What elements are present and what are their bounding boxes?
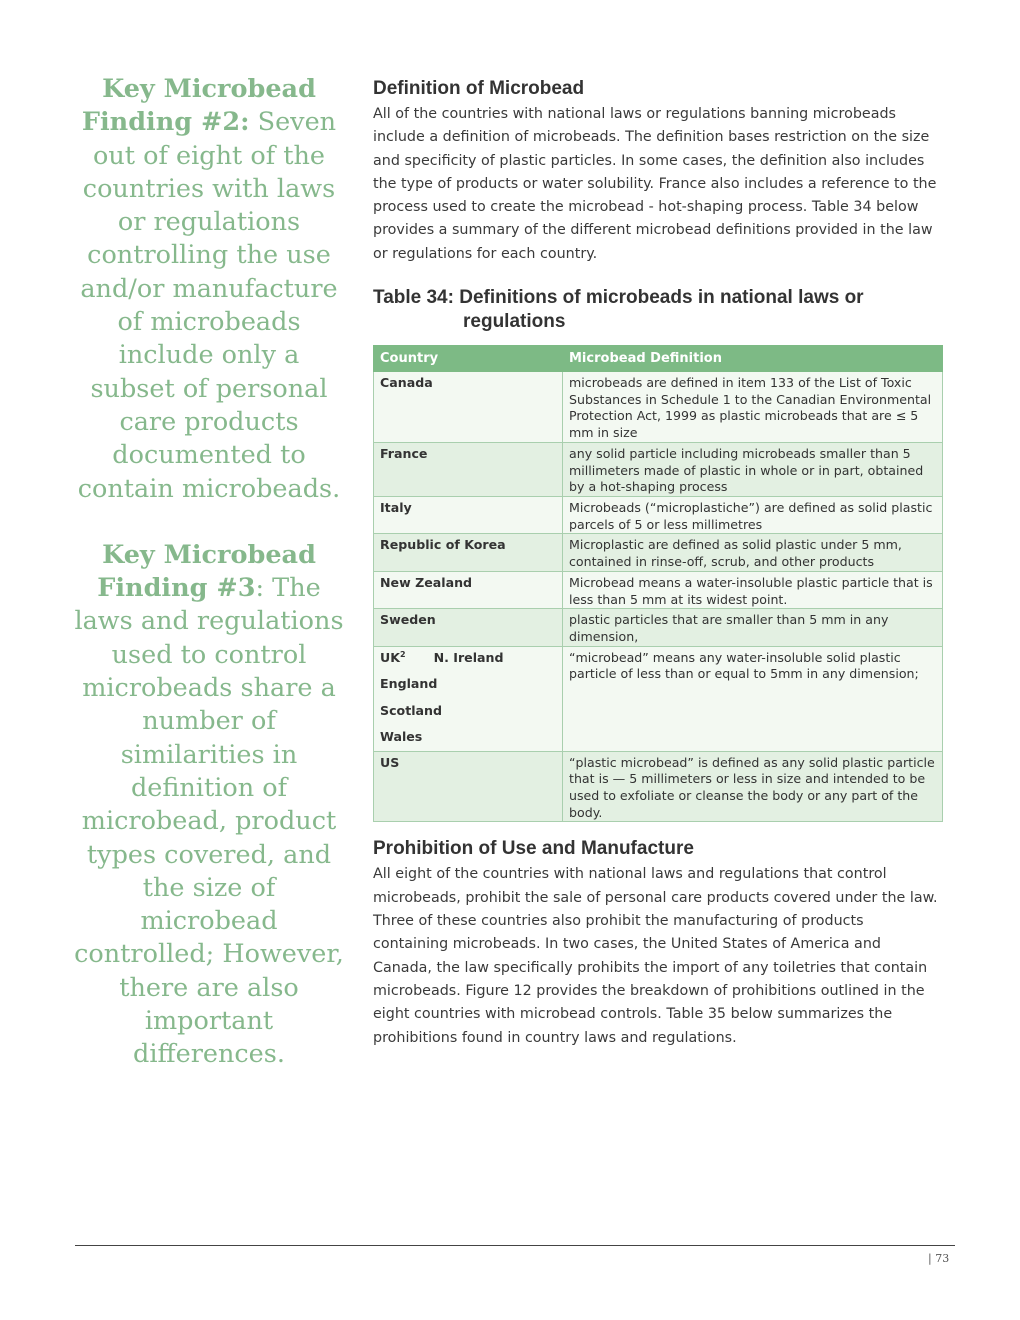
prohibition-section (373, 837, 943, 1049)
definition-cell: microbeads are defined in item 133 of the List of Toxic Substances in Schedule 1 to the Canadian Environmental Protection Act, 1999 as plastic microbeads that are ≤ 5 mm in size (563, 372, 943, 443)
key-finding-2-highlight: Key Microbead Finding #2: (81, 74, 316, 138)
footer-divider (75, 1245, 955, 1246)
uk-subregion: England (380, 676, 438, 692)
page-number: | 73 (928, 1252, 950, 1265)
table-row (374, 751, 943, 822)
definition-cell: plastic particles that are smaller than 5 mm in any dimension, (563, 609, 943, 646)
key-finding-3 (74, 539, 344, 1072)
uk-subregion: Scotland (380, 702, 443, 718)
section-heading-definition: Definition of Microbead (373, 78, 585, 99)
uk-subregion: N. Ireland (433, 649, 504, 665)
table-row (374, 571, 943, 608)
country-name: UK (380, 649, 400, 665)
uk-subregion: Wales (380, 729, 423, 745)
country-cell-uk (374, 646, 563, 751)
country-cell: Italy (374, 497, 563, 534)
column-header-country: Country (374, 346, 563, 372)
country-cell: New Zealand (374, 571, 563, 608)
definition-cell: “plastic microbead” is defined as any solid plastic particle that is — 5 millimeters or less in size and intended to be used to exfoliate or cleanse the body or any part of the body. (563, 751, 943, 822)
definition-cell: Microbeads (“microplastiche”) are defined as solid plastic parcels of 5 or less millimetres (563, 497, 943, 534)
key-finding-2-text: Seven out of eight of the countries with laws or regulations controlling the use and/or manufacture of microbeads include only a subset of personal care products documented to contain microbeads. (77, 107, 341, 504)
column-header-definition: Microbead Definition (563, 346, 943, 372)
table-row (374, 609, 943, 646)
section-heading-prohibition: Prohibition of Use and Manufacture (373, 838, 694, 860)
footnote-marker: 2 (400, 649, 406, 659)
definition-cell: Microbead means a water-insoluble plastic particle that is less than 5 mm at its widest point. (563, 571, 943, 608)
key-finding-3-text: : The laws and regulations used to control microbeads share a number of similarities in definition of microbead, product types covered, and the size of microbead controlled; However, there are also important differences. (74, 573, 344, 1070)
uk-first-line (380, 645, 556, 672)
table-title: Table 34: Definitions of microbeads in national laws or regulations (373, 287, 864, 332)
table-row (374, 442, 943, 496)
section-body-definition: All of the countries with national laws or regulations banning microbeads include a definition of microbeads. The definition bases restriction on the size and specificity of plastic particles. In some cases, the definition also includes the type of products or water solubility. France also includes a reference to the process used to create the microbead - hot-shaping process. Table 34 below provides a summary of the different microbead definitions provided in the law or regulations for each country. (373, 106, 937, 262)
country-cell: France (374, 442, 563, 496)
key-finding-3-highlight: Key Microbead Finding #3 (97, 539, 316, 604)
table-row (374, 534, 943, 571)
key-findings-sidebar (74, 73, 344, 1072)
main-content (373, 77, 943, 1050)
definition-cell: Microplastic are defined as solid plastic under 5 mm, contained in rinse-off, scrub, and other products (563, 534, 943, 571)
key-finding-2 (74, 73, 344, 506)
table-row (374, 646, 943, 751)
country-cell: Sweden (374, 609, 563, 646)
table-row (374, 372, 943, 443)
definition-cell: any solid particle including microbeads smaller than 5 millimeters made of plastic in whole or in part, obtained by a hot-shaping process (563, 442, 943, 496)
country-cell: Canada (374, 372, 563, 443)
definition-cell: “microbead” means any water-insoluble solid plastic particle of less than or equal to 5mm in any dimension; (563, 646, 943, 751)
table-header-row (374, 346, 943, 372)
section-body-prohibition: All eight of the countries with national laws and regulations that control microbeads, prohibit the sale of personal care products covered under the law. Three of these countries also prohibit the manufacturing of products containing microbeads. In two cases, the United States of America and Canada, the law specifically prohibits the import of any toiletries that contain microbeads. Figure 12 provides the breakdown of prohibitions outlined in the eight countries with microbead controls. Table 35 below summarizes the prohibitions found in country laws and regulations. (373, 866, 938, 1046)
definitions-table (373, 345, 943, 822)
country-cell: Republic of Korea (374, 534, 563, 571)
table-row (374, 497, 943, 534)
country-cell: US (374, 751, 563, 822)
